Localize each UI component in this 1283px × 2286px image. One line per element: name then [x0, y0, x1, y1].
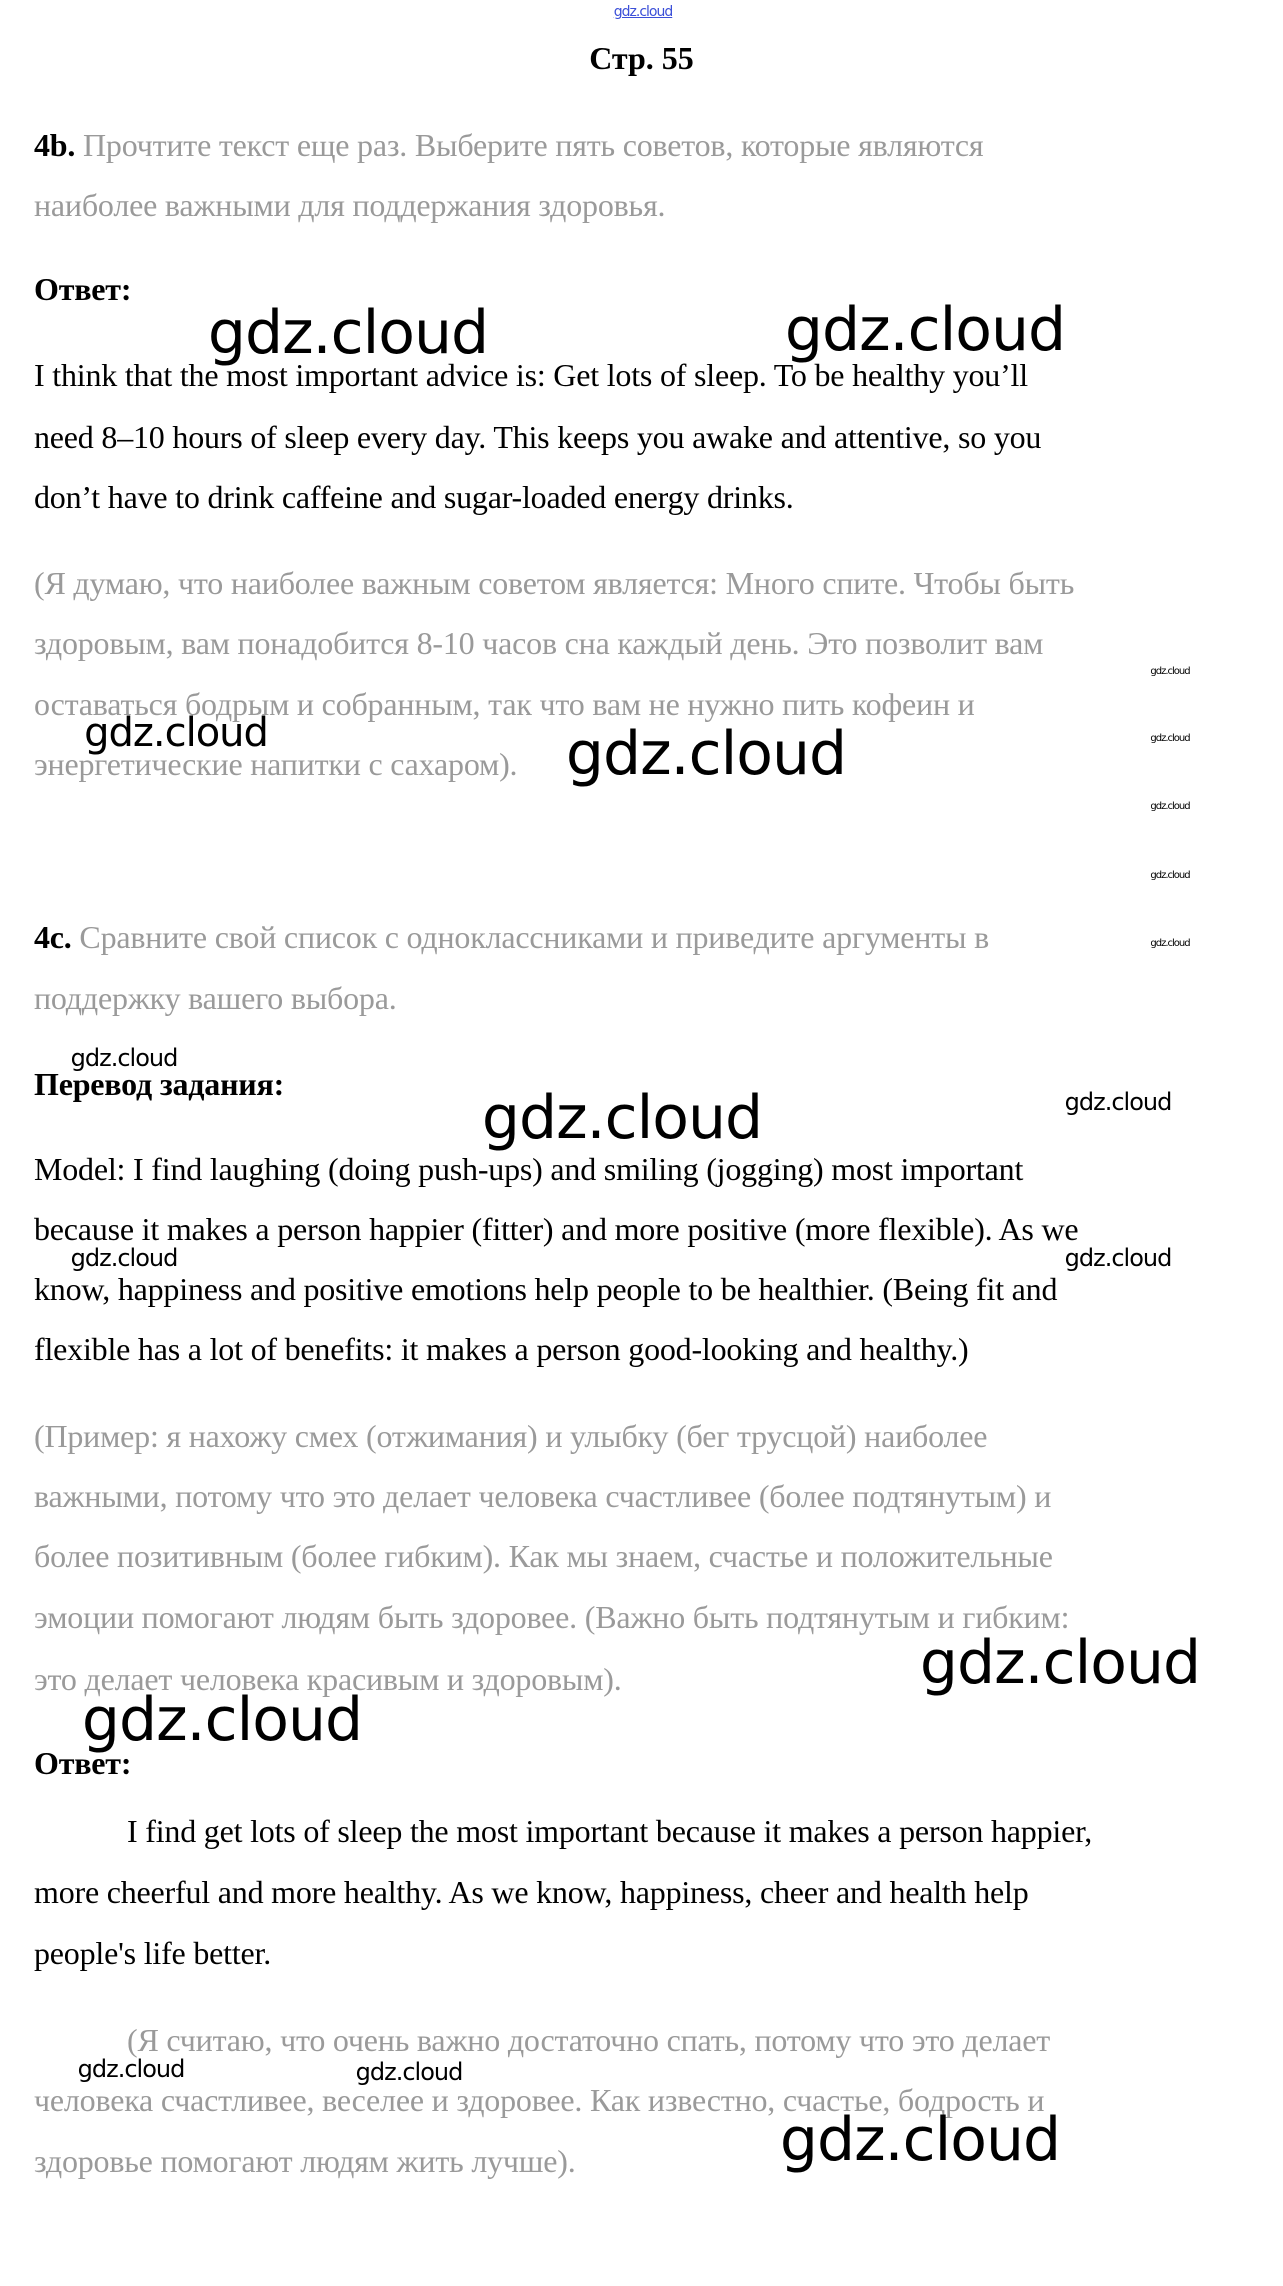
model-ru-line: эмоции помогают людям быть здоровее. (Важно быть подтянутым и гибким: — [34, 1599, 1070, 1635]
watermark: gdz.cloud — [919, 1628, 1201, 1698]
watermark: gdz.cloud — [84, 710, 268, 756]
task-4c-line — [34, 919, 989, 955]
task-4c-text: поддержку вашего выбора. — [34, 980, 397, 1016]
watermark: gdz.cloud — [207, 298, 489, 368]
model-en-line: Model: I find laughing (doing push-ups) and smiling (jogging) most important — [34, 1151, 1024, 1187]
site-link[interactable]: gdz.cloud — [613, 4, 673, 20]
model-en-line: because it makes a person happier (fitter) and more positive (more flexible). As we — [34, 1211, 1079, 1247]
watermark: gdz.cloud — [779, 2105, 1061, 2175]
watermark: gdz.cloud — [1064, 1088, 1172, 1116]
watermark: gdz.cloud — [1150, 870, 1190, 881]
page-title: Стр. 55 — [589, 40, 694, 76]
answer-en-line: people's life better. — [34, 1935, 272, 1971]
watermark: gdz.cloud — [70, 1044, 178, 1072]
watermark: gdz.cloud — [1150, 938, 1190, 949]
answer-ru-line: здоровье помогают людям жить лучше). — [34, 2143, 576, 2179]
answer-en-line: I find get lots of sleep the most important because it makes a person happier, — [127, 1813, 1093, 1849]
answer-en-line: need 8–10 hours of sleep every day. This keeps you awake and attentive, so you — [34, 419, 1042, 455]
task-4b-number: 4b. — [34, 127, 76, 163]
answer-label: Ответ: — [34, 1745, 132, 1781]
watermark: gdz.cloud — [1150, 801, 1190, 812]
answer-en-line: more cheerful and more healthy. As we know, happiness, cheer and health help — [34, 1874, 1029, 1910]
model-en-line: know, happiness and positive emotions help people to be healthier. (Being fit and — [34, 1271, 1058, 1307]
watermark: gdz.cloud — [81, 1685, 363, 1755]
answer-label: Ответ: — [34, 271, 132, 307]
model-ru-line: более позитивным (более гибким). Как мы знаем, счастье и положительные — [34, 1538, 1053, 1574]
model-en-line: flexible has a lot of benefits: it makes a person good-looking and healthy.) — [34, 1331, 969, 1367]
answer-ru-line: (Я считаю, что очень важно достаточно спать, потому что это делает — [127, 2022, 1051, 2058]
watermark: gdz.cloud — [1150, 733, 1190, 744]
model-ru-line: важными, потому что это делает человека счастливее (более подтянутым) и — [34, 1478, 1052, 1514]
watermark: gdz.cloud — [1150, 666, 1190, 677]
watermark: gdz.cloud — [355, 2058, 463, 2086]
watermark: gdz.cloud — [784, 295, 1066, 365]
watermark: gdz.cloud — [481, 1083, 763, 1153]
watermark: gdz.cloud — [70, 1244, 178, 1272]
answer-ru-line: оставаться бодрым и собранным, так что вам не нужно пить кофеин и — [34, 686, 975, 722]
translation-label: Перевод задания: — [34, 1066, 285, 1102]
answer-ru-line: энергетические напитки с сахаром). — [34, 746, 518, 782]
task-4c-text: Сравните свой список с одноклассниками и приведите аргументы в — [79, 919, 989, 955]
model-ru-line: (Пример: я нахожу смех (отжимания) и улыбку (бег трусцой) наиболее — [34, 1418, 988, 1454]
model-ru-line: это делает человека красивым и здоровым). — [34, 1661, 622, 1697]
watermark: gdz.cloud — [1064, 1244, 1172, 1272]
answer-en-line: don’t have to drink caffeine and sugar-loaded energy drinks. — [34, 479, 794, 515]
task-4c-number: 4c. — [34, 919, 72, 955]
answer-en-line: I think that the most important advice is: Get lots of sleep. To be healthy you’ll — [34, 357, 1028, 393]
answer-ru-line: здоровым, вам понадобится 8-10 часов сна каждый день. Это позволит вам — [34, 625, 1044, 661]
task-4b-line — [34, 127, 983, 163]
answer-ru-line: (Я думаю, что наиболее важным советом является: Много спите. Чтобы быть — [34, 565, 1075, 601]
watermark: gdz.cloud — [565, 719, 847, 789]
task-4b-text: наиболее важными для поддержания здоровья. — [34, 187, 666, 223]
watermark: gdz.cloud — [77, 2055, 185, 2083]
task-4b-text: Прочтите текст еще раз. Выберите пять советов, которые являются — [83, 127, 984, 163]
answer-ru-line: человека счастливее, веселее и здоровее. Как известно, счастье, бодрость и — [34, 2082, 1045, 2118]
